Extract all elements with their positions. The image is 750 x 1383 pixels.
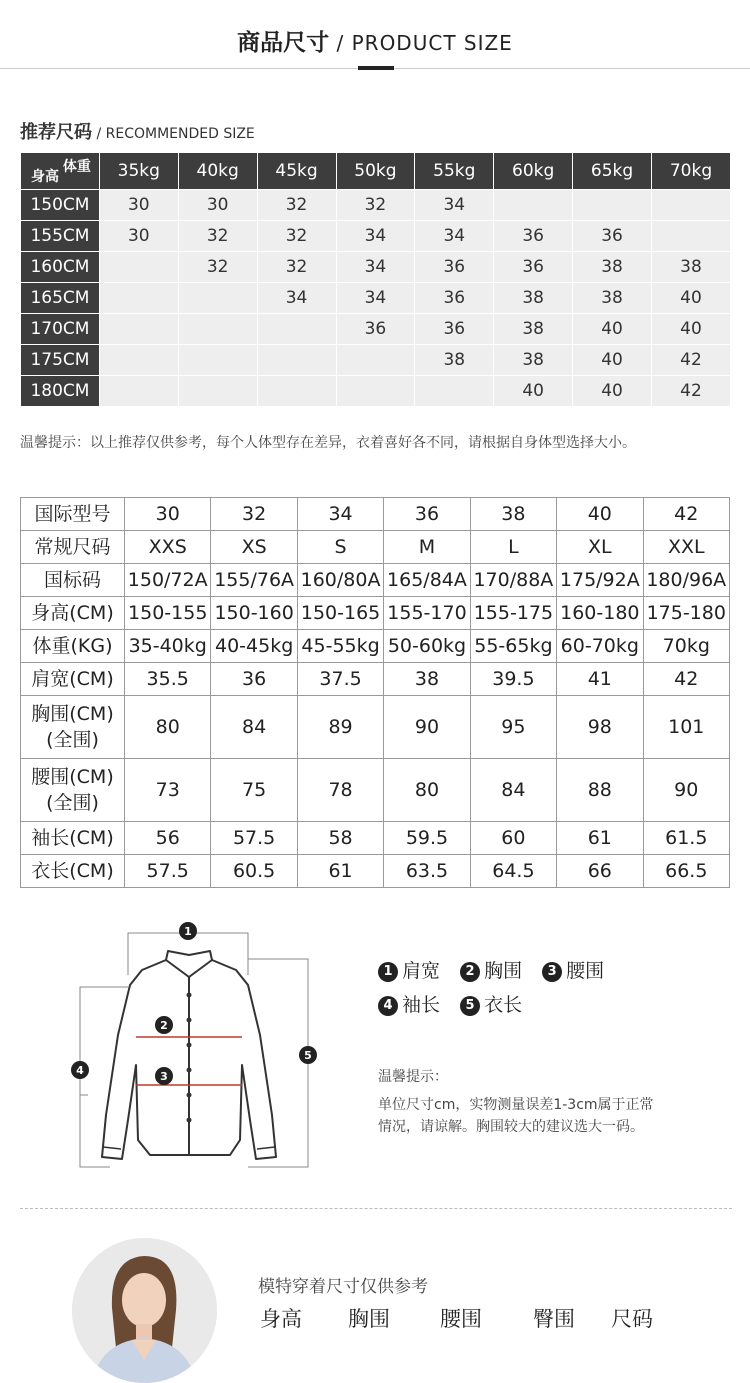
size-cell: 89: [297, 696, 383, 759]
legend-item-chest: [460, 956, 522, 983]
rec-row: [21, 252, 731, 283]
rec-size-cell: 40: [494, 376, 573, 407]
rec-size-cell: 32: [178, 221, 257, 252]
size-row-label: 国际型号: [21, 498, 125, 531]
size-label-line1: 腰围(CM): [31, 766, 114, 788]
rec-size-cell: 36: [573, 221, 652, 252]
legend-num: 2: [460, 962, 480, 982]
rec-size-cell: 36: [336, 314, 415, 345]
rec-size-cell: 38: [573, 283, 652, 314]
size-cell: 41: [557, 663, 643, 696]
corner-weight: 体重: [62, 159, 91, 175]
header-accent: [358, 66, 394, 70]
rec-size-cell: 36: [494, 252, 573, 283]
title-en: PRODUCT SIZE: [351, 31, 513, 55]
size-cell: 35.5: [125, 663, 211, 696]
legend-label: 腰围: [566, 960, 605, 982]
size-cell: 155-170: [384, 597, 470, 630]
size-cell: 175-180: [643, 597, 729, 630]
rec-size-cell: 36: [415, 283, 494, 314]
size-cell: L: [470, 531, 556, 564]
rec-size-cell: [99, 345, 178, 376]
rec-row: [21, 221, 731, 252]
rec-size-cell: 38: [494, 314, 573, 345]
size-cell: XL: [557, 531, 643, 564]
model-avatar: [72, 1238, 217, 1383]
size-row-label: [21, 696, 125, 759]
size-cell: 63.5: [384, 855, 470, 888]
size-cell: 61: [297, 855, 383, 888]
model-note: 模特穿着尺寸仅供参考: [258, 1277, 428, 1297]
rec-size-cell: [652, 221, 731, 252]
rec-size-cell: 38: [415, 345, 494, 376]
size-row-label: 体重(KG): [21, 630, 125, 663]
rec-size-cell: 36: [415, 314, 494, 345]
weight-header: 70kg: [652, 153, 731, 190]
rec-size-cell: 38: [494, 283, 573, 314]
rec-size-cell: [99, 283, 178, 314]
rec-size-cell: [178, 314, 257, 345]
marker-2: 2: [160, 1019, 168, 1032]
marker-4: 4: [76, 1064, 84, 1077]
size-label-line2: (全围): [46, 729, 99, 751]
size-cell: 60-70kg: [557, 630, 643, 663]
legend-row: [378, 990, 618, 1024]
size-cell: 75: [211, 759, 297, 822]
size-cell: 58: [297, 822, 383, 855]
rec-size-cell: 38: [652, 252, 731, 283]
weight-header: 60kg: [494, 153, 573, 190]
size-cell: 38: [384, 663, 470, 696]
legend-label: 胸围: [484, 960, 523, 982]
rec-size-cell: [336, 345, 415, 376]
size-cell: 50-60kg: [384, 630, 470, 663]
rec-size-cell: 32: [257, 252, 336, 283]
size-cell: 34: [297, 498, 383, 531]
rec-size-cell: 32: [257, 221, 336, 252]
size-row-label: 身高(CM): [21, 597, 125, 630]
size-cell: 37.5: [297, 663, 383, 696]
size-cell: 88: [557, 759, 643, 822]
legend-row: [378, 956, 618, 990]
size-label-line2: (全围): [46, 792, 99, 814]
rec-row: [21, 376, 731, 407]
size-cell: 70kg: [643, 630, 729, 663]
rec-row: [21, 314, 731, 345]
size-row: [21, 564, 730, 597]
model-photo-icon: [72, 1238, 217, 1383]
size-cell: 84: [211, 696, 297, 759]
rec-size-cell: [178, 345, 257, 376]
size-cell: S: [297, 531, 383, 564]
size-row: [21, 696, 730, 759]
legend-num: 5: [460, 996, 480, 1016]
rec-size-cell: [99, 252, 178, 283]
legend-label: 衣长: [484, 994, 523, 1016]
rec-size-cell: 32: [336, 190, 415, 221]
size-cell: 45-55kg: [297, 630, 383, 663]
size-row-label: 袖长(CM): [21, 822, 125, 855]
rec-header-row: [21, 153, 731, 190]
rec-size-cell: 38: [494, 345, 573, 376]
rec-size-cell: 40: [652, 314, 731, 345]
size-cell: 73: [125, 759, 211, 822]
weight-header: 35kg: [99, 153, 178, 190]
size-cell: XS: [211, 531, 297, 564]
shirt-measure-diagram: [70, 915, 350, 1180]
size-cell: 150/72A: [125, 564, 211, 597]
height-header: 170CM: [21, 314, 100, 345]
model-header-size: 尺码: [611, 1307, 653, 1331]
rec-size-cell: 36: [494, 221, 573, 252]
size-cell: 150-155: [125, 597, 211, 630]
note-body: [378, 1094, 708, 1138]
size-chart-table: [20, 497, 730, 888]
recommended-title-cn: 推荐尺码: [20, 122, 92, 143]
rec-size-cell: 30: [99, 221, 178, 252]
size-row: [21, 663, 730, 696]
size-cell: 56: [125, 822, 211, 855]
section-divider: [20, 1208, 732, 1209]
size-cell: 59.5: [384, 822, 470, 855]
size-cell: 66.5: [643, 855, 729, 888]
recommended-title: [20, 118, 255, 144]
weight-header: 55kg: [415, 153, 494, 190]
rec-size-cell: [336, 376, 415, 407]
size-cell: 36: [211, 663, 297, 696]
model-header-waist: 腰围: [440, 1307, 482, 1331]
rec-size-cell: [257, 345, 336, 376]
legend-item-waist: [542, 956, 604, 983]
size-cell: M: [384, 531, 470, 564]
size-cell: 61.5: [643, 822, 729, 855]
size-cell: 42: [643, 498, 729, 531]
size-cell: 150-160: [211, 597, 297, 630]
weight-header: 40kg: [178, 153, 257, 190]
title-sep: /: [329, 31, 352, 55]
size-row: [21, 855, 730, 888]
size-cell: 30: [125, 498, 211, 531]
size-cell: 160/80A: [297, 564, 383, 597]
height-header: 150CM: [21, 190, 100, 221]
page-title: [0, 24, 750, 57]
note-line-1: 单位尺寸cm，实物测量误差1-3cm属于正常: [378, 1097, 654, 1113]
legend-label: 肩宽: [402, 960, 441, 982]
size-cell: 170/88A: [470, 564, 556, 597]
rec-size-cell: 38: [573, 252, 652, 283]
rec-size-cell: 34: [415, 221, 494, 252]
recommended-title-en: / RECOMMENDED SIZE: [92, 126, 255, 142]
size-cell: 180/96A: [643, 564, 729, 597]
rec-corner-cell: [21, 153, 100, 190]
weight-header: 50kg: [336, 153, 415, 190]
model-header-hip: 臀围: [533, 1307, 575, 1331]
rec-size-cell: 30: [99, 190, 178, 221]
rec-size-cell: 40: [573, 314, 652, 345]
rec-size-cell: 42: [652, 345, 731, 376]
size-row: [21, 822, 730, 855]
rec-size-cell: 34: [257, 283, 336, 314]
size-cell: 61: [557, 822, 643, 855]
size-cell: 40-45kg: [211, 630, 297, 663]
legend-item-sleeve: [378, 990, 440, 1017]
size-cell: 155-175: [470, 597, 556, 630]
legend-item-shoulder: [378, 956, 440, 983]
size-row: [21, 498, 730, 531]
size-cell: 32: [211, 498, 297, 531]
rec-size-cell: [257, 376, 336, 407]
size-cell: 90: [384, 696, 470, 759]
size-cell: 60: [470, 822, 556, 855]
size-row-label: [21, 759, 125, 822]
size-cell: 66: [557, 855, 643, 888]
weight-header: 45kg: [257, 153, 336, 190]
size-row: [21, 531, 730, 564]
size-row-label: 衣长(CM): [21, 855, 125, 888]
rec-size-cell: [415, 376, 494, 407]
size-cell: 57.5: [211, 822, 297, 855]
size-cell: 60.5: [211, 855, 297, 888]
height-header: 175CM: [21, 345, 100, 376]
legend-num: 3: [542, 962, 562, 982]
size-cell: XXL: [643, 531, 729, 564]
size-cell: 39.5: [470, 663, 556, 696]
rec-size-cell: [178, 376, 257, 407]
rec-size-cell: [99, 376, 178, 407]
rec-size-cell: 34: [336, 283, 415, 314]
marker-5: 5: [304, 1049, 312, 1062]
size-cell: 78: [297, 759, 383, 822]
page-header: [0, 0, 750, 70]
height-header: 155CM: [21, 221, 100, 252]
note-title: 温馨提示：: [378, 1069, 448, 1085]
size-row-label: 常规尺码: [21, 531, 125, 564]
size-cell: 80: [384, 759, 470, 822]
height-header: 165CM: [21, 283, 100, 314]
size-label-line1: 胸围(CM): [31, 703, 114, 725]
rec-size-cell: 40: [652, 283, 731, 314]
size-row: [21, 759, 730, 822]
size-cell: 101: [643, 696, 729, 759]
rec-size-cell: [178, 283, 257, 314]
size-cell: 90: [643, 759, 729, 822]
size-cell: 150-165: [297, 597, 383, 630]
size-cell: 160-180: [557, 597, 643, 630]
rec-row: [21, 190, 731, 221]
size-cell: 84: [470, 759, 556, 822]
size-row: [21, 630, 730, 663]
rec-size-cell: [573, 190, 652, 221]
weight-header: 65kg: [573, 153, 652, 190]
size-cell: 57.5: [125, 855, 211, 888]
model-header-height: 身高: [260, 1307, 302, 1331]
recommended-size-table: [20, 152, 731, 407]
marker-1: 1: [184, 925, 192, 938]
legend-item-length: [460, 990, 522, 1017]
rec-size-cell: 40: [573, 376, 652, 407]
rec-size-cell: 36: [415, 252, 494, 283]
recommend-tip: 温馨提示：以上推荐仅供参考，每个人体型存在差异，衣着喜好各不同，请根据自身体型选择大小。: [20, 435, 636, 451]
rec-size-cell: [494, 190, 573, 221]
legend-num: 1: [378, 962, 398, 982]
size-cell: 64.5: [470, 855, 556, 888]
rec-size-cell: 34: [336, 221, 415, 252]
size-cell: 40: [557, 498, 643, 531]
size-cell: 95: [470, 696, 556, 759]
measure-legend: [378, 956, 618, 1024]
model-header-chest: 胸围: [348, 1307, 390, 1331]
size-cell: 35-40kg: [125, 630, 211, 663]
size-cell: 165/84A: [384, 564, 470, 597]
size-cell: 80: [125, 696, 211, 759]
rec-size-cell: [652, 190, 731, 221]
note-line-2: 情况，请谅解。胸围较大的建议选大一码。: [378, 1119, 644, 1135]
rec-size-cell: 32: [178, 252, 257, 283]
size-cell: 175/92A: [557, 564, 643, 597]
rec-size-cell: 40: [573, 345, 652, 376]
rec-size-cell: 42: [652, 376, 731, 407]
height-header: 180CM: [21, 376, 100, 407]
rec-row: [21, 283, 731, 314]
rec-size-cell: 34: [415, 190, 494, 221]
size-cell: 38: [470, 498, 556, 531]
size-row: [21, 597, 730, 630]
size-cell: 42: [643, 663, 729, 696]
title-cn: 商品尺寸: [237, 30, 330, 56]
rec-size-cell: 32: [257, 190, 336, 221]
rec-size-cell: [99, 314, 178, 345]
shirt-illustration: [70, 915, 350, 1180]
size-row-label: 国标码: [21, 564, 125, 597]
size-cell: 55-65kg: [470, 630, 556, 663]
size-cell: XXS: [125, 531, 211, 564]
legend-label: 袖长: [402, 994, 441, 1016]
rec-size-cell: 34: [336, 252, 415, 283]
size-row-label: 肩宽(CM): [21, 663, 125, 696]
rec-size-cell: 30: [178, 190, 257, 221]
size-cell: 98: [557, 696, 643, 759]
rec-size-cell: [257, 314, 336, 345]
size-cell: 36: [384, 498, 470, 531]
rec-row: [21, 345, 731, 376]
size-cell: 155/76A: [211, 564, 297, 597]
corner-height: 身高: [31, 169, 59, 185]
height-header: 160CM: [21, 252, 100, 283]
legend-num: 4: [378, 996, 398, 1016]
marker-3: 3: [160, 1070, 168, 1083]
